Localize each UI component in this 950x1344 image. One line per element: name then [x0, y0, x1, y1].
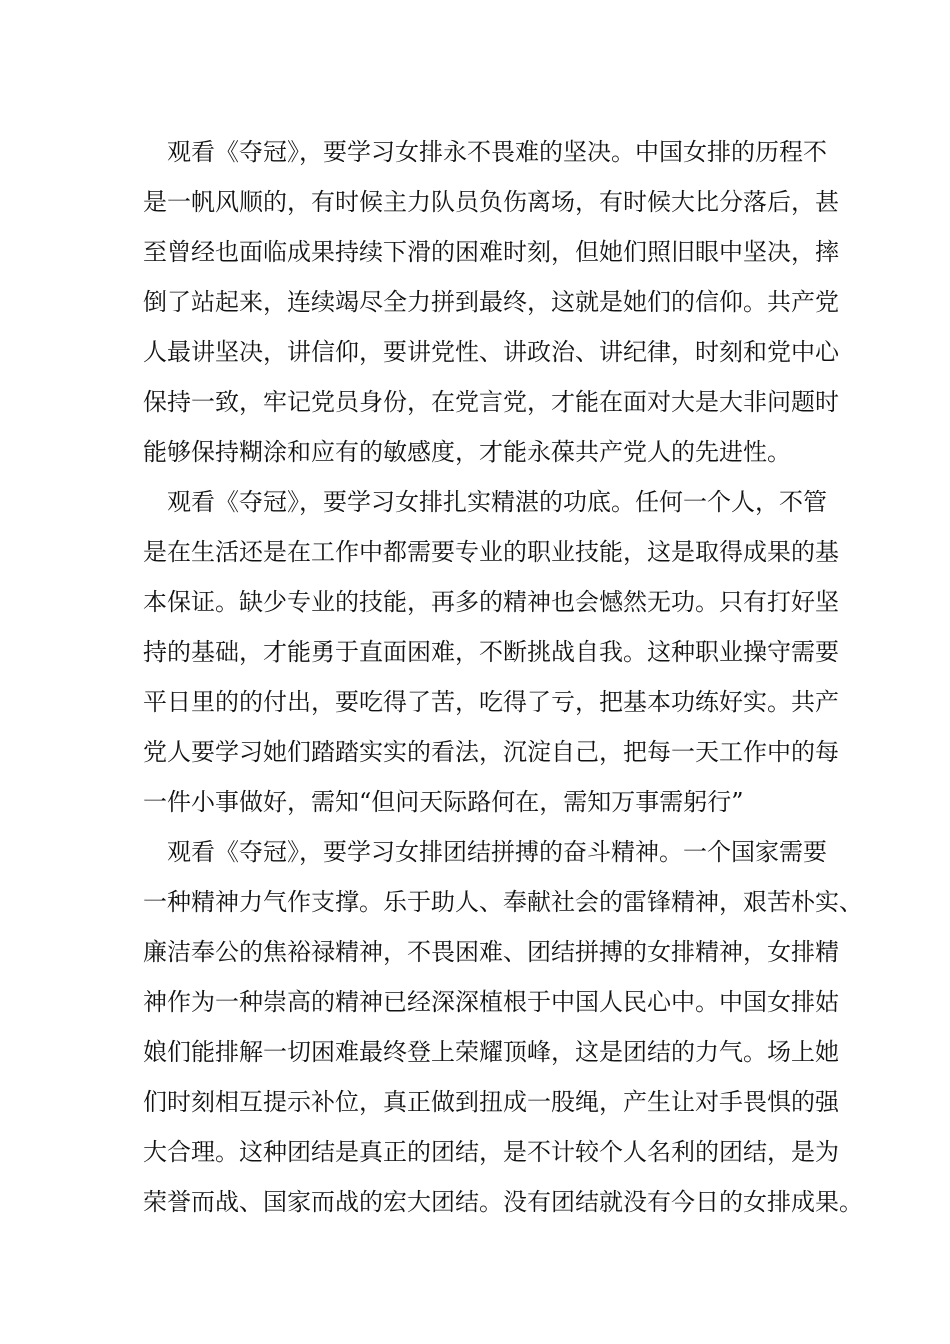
text-line: 廉洁奉公的焦裕禄精神，不畏困难、团结拼搏的女排精神，女排精	[143, 938, 839, 966]
paragraph-3	[143, 827, 863, 1227]
text-line: 持的基础，才能勇于直面困难，不断挑战自我。这种职业操守需要	[143, 638, 839, 666]
text-line: 保持一致，牢记党员身份，在党言党，才能在面对大是大非问题时	[143, 388, 839, 416]
text-line: 是在生活还是在工作中都需要专业的职业技能，这是取得成果的基	[143, 538, 839, 566]
text-line: 倒了站起来，连续竭尽全力拼到最终，这就是她们的信仰。共产党	[143, 288, 839, 316]
text-line: 娘们能排解一切困难最终登上荣耀顶峰，这是团结的力气。场上她	[143, 1038, 839, 1066]
text-line: 一件小事做好，需知“但问天际路何在，需知万事需躬行”	[143, 788, 744, 816]
text-line: 观看《夺冠》，要学习女排永不畏难的坚决。中国女排的历程不	[167, 138, 827, 166]
text-line: 党人要学习她们踏踏实实的看法，沉淀自己，把每一天工作中的每	[143, 738, 839, 766]
text-line: 观看《夺冠》，要学习女排扎实精湛的功底。任何一个人，不管	[167, 488, 827, 516]
text-line: 至曾经也面临成果持续下滑的困难时刻，但她们照旧眼中坚决，摔	[143, 238, 839, 266]
text-line: 平日里的的付出，要吃得了苦，吃得了亏，把基本功练好实。共产	[143, 688, 839, 716]
text-line: 大合理。这种团结是真正的团结，是不计较个人名利的团结，是为	[143, 1138, 839, 1166]
text-line: 人最讲坚决，讲信仰，要讲党性、讲政治、讲纪律，时刻和党中心	[143, 338, 839, 366]
text-line: 是一帆风顺的，有时候主力队员负伤离场，有时候大比分落后，甚	[143, 188, 839, 216]
text-line: 荣誉而战、国家而战的宏大团结。没有团结就没有今日的女排成果。	[143, 1188, 863, 1216]
text-line: 们时刻相互提示补位，真正做到扭成一股绳，产生让对手畏惧的强	[143, 1088, 839, 1116]
text-line: 神作为一种崇高的精神已经深深植根于中国人民心中。中国女排姑	[143, 988, 839, 1016]
text-line: 一种精神力气作支撑。乐于助人、奉献社会的雷锋精神，艰苦朴实、	[143, 888, 863, 916]
document-body	[143, 127, 863, 1227]
text-line: 能够保持糊涂和应有的敏感度，才能永葆共产党人的先进性。	[143, 438, 791, 466]
text-line: 本保证。缺少专业的技能，再多的精神也会憾然无功。只有打好坚	[143, 588, 839, 616]
paragraph-1	[143, 127, 839, 477]
paragraph-2	[143, 477, 839, 827]
text-line: 观看《夺冠》，要学习女排团结拼搏的奋斗精神。一个国家需要	[167, 838, 827, 866]
